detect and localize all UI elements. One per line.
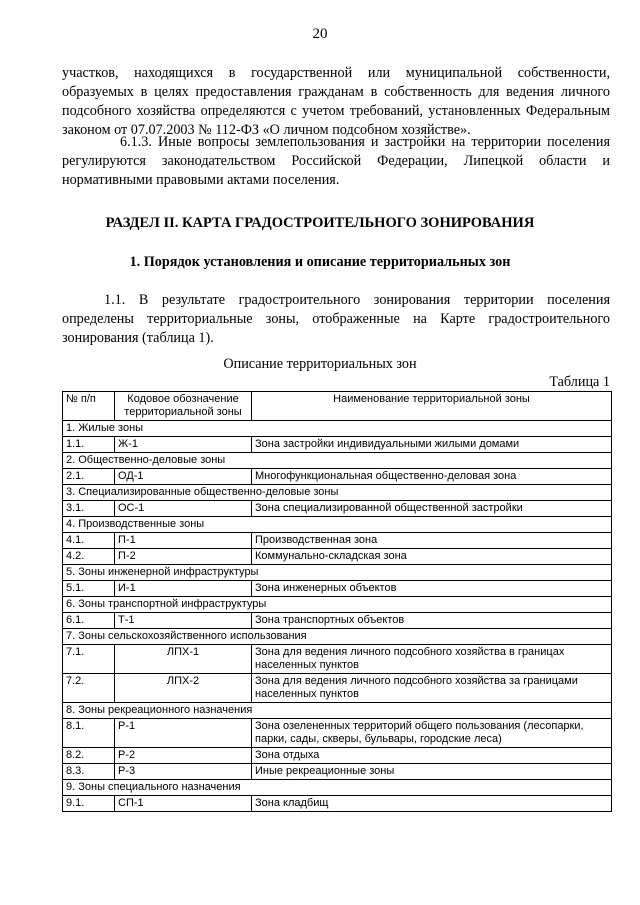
group-title: 4. Производственные зоны [63, 517, 612, 533]
group-title: 9. Зоны специального назначения [63, 780, 612, 796]
group-title: 2. Общественно-деловые зоны [63, 453, 612, 469]
zones-table-body [63, 421, 612, 812]
group-title: 5. Зоны инженерной инфраструктуры [63, 565, 612, 581]
zone-code: Р-1 [115, 719, 252, 748]
zone-num: 2.1. [63, 469, 115, 485]
zone-name: Зона отдыха [252, 748, 612, 764]
zone-code: П-1 [115, 533, 252, 549]
table-row [63, 581, 612, 597]
zone-num: 1.1. [63, 437, 115, 453]
zone-name: Зона специализированной общественной застройки [252, 501, 612, 517]
table-row [63, 674, 612, 703]
paragraph-1-1: 1.1. В результате градостроительного зонирования территории поселения определены территориальные зоны, отображенные на Карте градостроительного зонирования (таблица 1). [62, 292, 610, 346]
table-group-row [63, 517, 612, 533]
table-group-row [63, 629, 612, 645]
zones-table [62, 391, 612, 812]
zone-num: 8.1. [63, 719, 115, 748]
zone-name: Зона застройки индивидуальными жилыми домами [252, 437, 612, 453]
zone-name: Зона транспортных объектов [252, 613, 612, 629]
section-title: РАЗДЕЛ II. КАРТА ГРАДОСТРОИТЕЛЬНОГО ЗОНИРОВАНИЯ [105, 215, 535, 231]
zone-num: 3.1. [63, 501, 115, 517]
zone-num: 7.1. [63, 645, 115, 674]
zone-name: Многофункциональная общественно-деловая зона [252, 469, 612, 485]
zone-num: 5.1. [63, 581, 115, 597]
table-row [63, 501, 612, 517]
page-number: 20 [312, 26, 328, 42]
table-group-row [63, 597, 612, 613]
table-group-row [63, 485, 612, 501]
table-row [63, 613, 612, 629]
table-row [63, 645, 612, 674]
group-title: 8. Зоны рекреационного назначения [63, 703, 612, 719]
group-title: 3. Специализированные общественно-деловые зоны [63, 485, 612, 501]
zone-code: СП-1 [115, 796, 252, 812]
zone-num: 9.1. [63, 796, 115, 812]
table-row [63, 549, 612, 565]
zone-code: Р-3 [115, 764, 252, 780]
zone-name: Производственная зона [252, 533, 612, 549]
zone-name: Зона для ведения личного подсобного хозяйства за границами населенных пунктов [252, 674, 612, 703]
zone-code: ОС-1 [115, 501, 252, 517]
table-row [63, 764, 612, 780]
zone-code: ОД-1 [115, 469, 252, 485]
table-row [63, 796, 612, 812]
zone-name: Зона инженерных объектов [252, 581, 612, 597]
zone-code: П-2 [115, 549, 252, 565]
table-caption: Описание территориальных зон [223, 356, 417, 372]
table-group-row [63, 703, 612, 719]
zone-code: Т-1 [115, 613, 252, 629]
zone-name: Коммунально-складская зона [252, 549, 612, 565]
zone-name: Зона кладбищ [252, 796, 612, 812]
zone-code: ЛПХ-1 [115, 645, 252, 674]
table-row [63, 748, 612, 764]
table-row [63, 719, 612, 748]
table-header-row [63, 392, 612, 421]
subsection-title: 1. Порядок установления и описание территориальных зон [129, 254, 511, 270]
zone-num: 8.3. [63, 764, 115, 780]
table-group-row [63, 565, 612, 581]
table-row [63, 533, 612, 549]
table-group-row [63, 421, 612, 437]
zone-num: 7.2. [63, 674, 115, 703]
header-name: Наименование территориальной зоны [252, 392, 612, 421]
zone-num: 4.1. [63, 533, 115, 549]
table-label: Таблица 1 [549, 374, 610, 390]
zone-num: 6.1. [63, 613, 115, 629]
header-num: № п/п [63, 392, 115, 421]
group-title: 6. Зоны транспортной инфраструктуры [63, 597, 612, 613]
paragraph-continuation: участков, находящихся в государственной или муниципальной собственности, образуемых в целях предоставления гражданам в собственность для ведения личного подсобного хозяйства определяются с учетом требований, установленных Федеральным законом от 07.07.2003 № 112-ФЗ «О личном подсобном хозяйстве». [62, 65, 610, 138]
zone-name: Зона озелененных территорий общего пользования (лесопарки, парки, сады, скверы, бульвары, городские леса) [252, 719, 612, 748]
zone-name: Иные рекреационные зоны [252, 764, 612, 780]
table-row [63, 469, 612, 485]
zone-code: Р-2 [115, 748, 252, 764]
zone-code: И-1 [115, 581, 252, 597]
zone-num: 8.2. [63, 748, 115, 764]
table-row [63, 437, 612, 453]
zone-num: 4.2. [63, 549, 115, 565]
zone-name: Зона для ведения личного подсобного хозяйства в границах населенных пунктов [252, 645, 612, 674]
table-group-row [63, 453, 612, 469]
group-title: 7. Зоны сельскохозяйственного использования [63, 629, 612, 645]
group-title: 1. Жилые зоны [63, 421, 612, 437]
table-group-row [63, 780, 612, 796]
header-code: Кодовое обозначение территориальной зоны [115, 392, 252, 421]
zone-code: ЛПХ-2 [115, 674, 252, 703]
zone-code: Ж-1 [115, 437, 252, 453]
paragraph-6-1-3: 6.1.3. Иные вопросы землепользования и застройки на территории поселения регулируются законодательством Российской Федерации, Липецкой области и нормативными правовыми актами поселения. [62, 134, 610, 188]
